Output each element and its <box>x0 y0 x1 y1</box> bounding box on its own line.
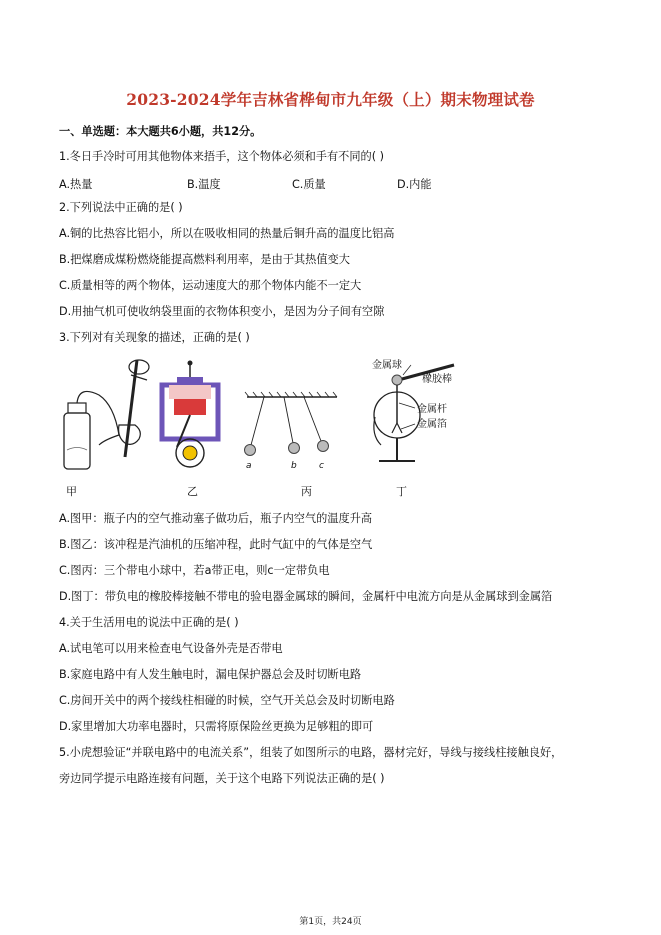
label-metal-foil: 金属箔 <box>417 419 447 430</box>
figure-label-jia: 甲 <box>66 485 77 498</box>
question-1-options <box>59 176 619 190</box>
q2-option-a: A.铜的比热容比铝小，所以在吸收相同的热量后铜升高的温度比铝高 <box>59 227 395 240</box>
label-rubber-rod: 橡胶棒 <box>422 374 452 385</box>
label-metal-ball: 金属球 <box>372 360 402 371</box>
q3-option-c: C.图丙：三个带电小球中，若a带正电，则c一定带负电 <box>59 564 330 577</box>
label-metal-rod: 金属杆 <box>417 404 447 415</box>
section-heading: 一、单选题：本大题共6小题，共12分。 <box>59 125 262 138</box>
q4-option-d: D.家里增加大功率电器时，只需将原保险丝更换为足够粗的即可 <box>59 720 374 733</box>
figure-yi <box>162 361 218 468</box>
question-5-stem-line-2: 旁边同学提示电路连接有问题，关于这个电路下列说法正确的是( ) <box>59 772 385 785</box>
question-2-stem: 2.下列说法中正确的是( ) <box>59 201 183 214</box>
figure-label-yi: 乙 <box>187 485 198 498</box>
ball-label-b: b <box>291 461 297 471</box>
figure-label-bing: 丙 <box>301 485 312 498</box>
q2-option-b: B.把煤磨成煤粉燃烧能提高燃料利用率，是由于其热值变大 <box>59 253 350 266</box>
question-3-stem: 3.下列对有关现象的描述，正确的是( ) <box>59 331 250 344</box>
question-3-figure <box>59 355 619 503</box>
question-5-stem-line-1: 5.小虎想验证“并联电路中的电流关系”，组装了如图所示的电路，器材完好，导线与接线柱接触良好， <box>59 746 563 759</box>
q2-option-c: C.质量相等的两个物体，运动速度大的那个物体内能不一定大 <box>59 279 362 292</box>
figure-jia <box>64 360 149 469</box>
q2-option-d: D.用抽气机可使收纳袋里面的衣物体积变小，是因为分子间有空隙 <box>59 305 385 318</box>
ball-label-c: c <box>319 461 324 471</box>
page-footer: 第1页，共24页 <box>299 917 362 927</box>
q4-option-c: C.房间开关中的两个接线柱相碰的时候，空气开关总会及时切断电路 <box>59 694 395 707</box>
q1-option-c: C.质量 <box>292 178 326 191</box>
q1-option-d: D.内能 <box>397 178 432 191</box>
q3-option-a: A.图甲：瓶子内的空气推动塞子做功后，瓶子内空气的温度升高 <box>59 512 373 525</box>
figure-label-ding: 丁 <box>396 485 407 498</box>
question-4-stem: 4.关于生活用电的说法中正确的是( ) <box>59 616 239 629</box>
figure-illustration <box>59 355 619 503</box>
q4-option-b: B.家庭电路中有人发生触电时，漏电保护器总会及时切断电路 <box>59 668 362 681</box>
q1-option-a: A.热量 <box>59 178 93 191</box>
figure-bing <box>245 392 338 456</box>
question-1-stem: 1.冬日手冷时可用其他物体来捂手，这个物体必须和手有不同的( ) <box>59 150 385 163</box>
page-title: 2023-2024学年吉林省桦甸市九年级（上）期末物理试卷 <box>126 90 535 109</box>
q1-option-b: B.温度 <box>187 178 221 191</box>
q3-option-b: B.图乙：该冲程是汽油机的压缩冲程，此时气缸中的气体是空气 <box>59 538 373 551</box>
q3-option-d: D.图丁：带负电的橡胶棒接触不带电的验电器金属球的瞬间，金属杆中电流方向是从金属球到金属箔 <box>59 590 553 603</box>
ball-label-a: a <box>246 461 252 471</box>
q4-option-a: A.试电笔可以用来检查电气设备外壳是否带电 <box>59 642 283 655</box>
